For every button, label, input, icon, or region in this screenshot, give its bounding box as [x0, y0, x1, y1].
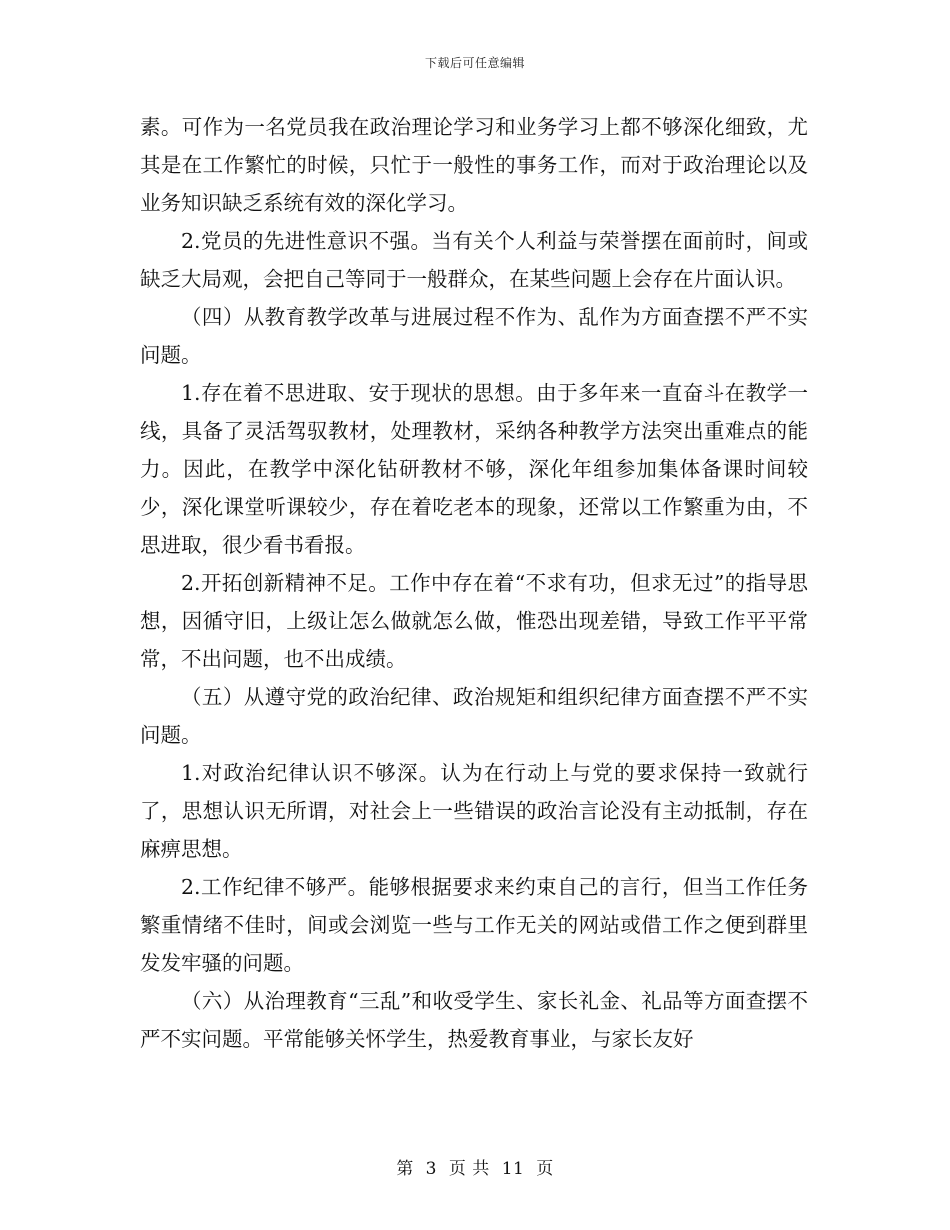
- document-body: [140, 108, 808, 1058]
- section-heading-5: （五）从遵守党的政治纪律、政治规矩和组织纪律方面查摆不严不实问题。: [140, 685, 808, 747]
- paragraph-continuation: 素。可作为一名党员我在政治理论学习和业务学习上都不够深化细致，尤其是在工作繁忙的时候，只忙于一般性的事务工作，而对于政治理论以及业务知识缺乏系统有效的深化学习。: [140, 115, 808, 215]
- paragraph-item: 2.工作纪律不够严。能够根据要求来约束自己的言行，但当工作任务繁重情绪不佳时，间或会浏览一些与工作无关的网站或借工作之便到群里发发牢骚的问题。: [140, 875, 808, 975]
- section-heading-4: （四）从教育教学改革与进展过程不作为、乱作为方面查摆不严不实问题。: [140, 305, 808, 367]
- paragraph-item: 1.存在着不思进取、安于现状的思想。由于多年来一直奋斗在教学一线，具备了灵活驾驭教材，处理教材，采纳各种教学方法突出重难点的能力。因此，在教学中深化钻研教材不够，深化年组参加集体备课时间较少，深化课堂听课较少，存在着吃老本的现象，还常以工作繁重为由，不思进取，很少看书看报。: [140, 381, 808, 557]
- page-header: 下载后可任意编辑: [424, 56, 525, 70]
- footer-total-pages: 11: [501, 1159, 525, 1179]
- paragraph-item: 1.对政治纪律认识不够深。认为在行动上与党的要求保持一致就行了，思想认识无所谓，对社会上一些错误的政治言论没有主动抵制，存在麻痹思想。: [140, 761, 808, 861]
- section-heading-6: （六）从治理教育“三乱”和收受学生、家长礼金、礼品等方面查摆不严不实问题。平常能够关怀学生，热爱教育事业，与家长友好: [140, 989, 808, 1051]
- footer-suffix: 页: [536, 1159, 554, 1179]
- page-footer: [0, 1154, 950, 1179]
- footer-page-number: 3: [425, 1159, 437, 1179]
- footer-prefix: 第: [396, 1159, 414, 1179]
- paragraph-item: 2.开拓创新精神不足。工作中存在着“不求有功，但求无过”的指导思想，因循守旧，上级让怎么做就怎么做，惟恐出现差错，导致工作平平常常，不出问题，也不出成绩。: [140, 571, 808, 671]
- paragraph-item: 2.党员的先进性意识不强。当有关个人利益与荣誉摆在面前时，间或缺乏大局观，会把自己等同于一般群众，在某些问题上会存在片面认识。: [140, 229, 808, 291]
- footer-middle: 页 共: [448, 1159, 490, 1179]
